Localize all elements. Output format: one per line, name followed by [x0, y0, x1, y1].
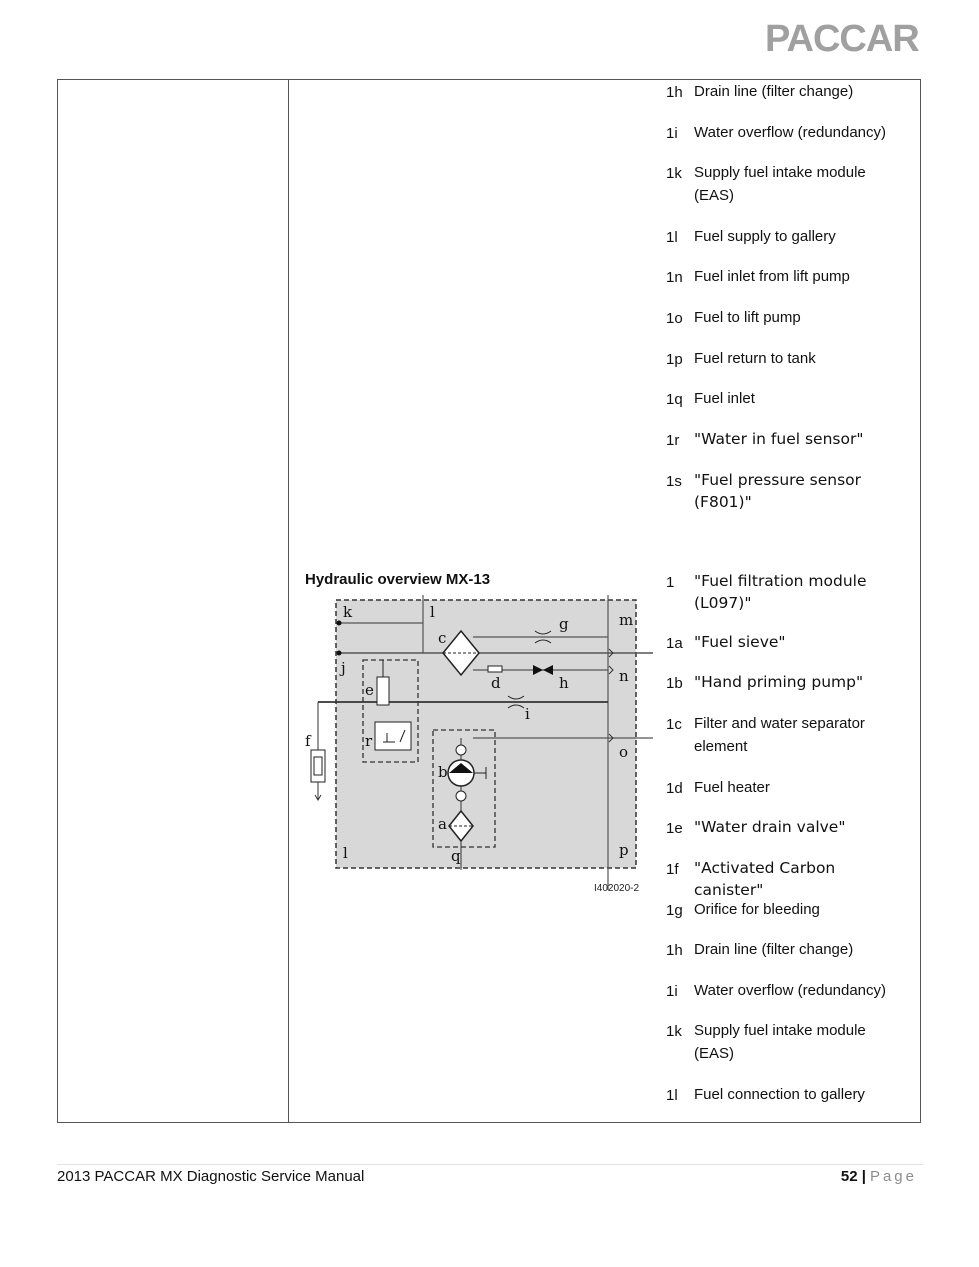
diagram-label: a — [438, 815, 447, 833]
diagram-label: b — [438, 763, 448, 781]
page-indicator — [841, 1168, 917, 1185]
diagram-label: g — [559, 615, 569, 633]
diagram-caption: Hydraulic overview MX-13 — [305, 571, 491, 588]
page-word: Page — [869, 1168, 917, 1185]
paccar-logo — [765, 18, 925, 58]
hydraulic-diagram — [303, 595, 653, 895]
diagram-label: o — [619, 743, 629, 761]
page-number: 52 | — [840, 1168, 866, 1185]
footer-divider — [57, 1164, 923, 1165]
diagram-label: j — [341, 659, 346, 677]
diagram-label: r — [365, 732, 373, 750]
diagram-label: f — [305, 732, 311, 750]
diagram-label: h — [559, 674, 569, 692]
diagram-label: i — [525, 705, 530, 723]
diagram-label: p — [619, 841, 629, 859]
diagram-label: n — [619, 667, 629, 685]
diagram-label: d — [491, 674, 501, 692]
diagram-label: m — [619, 611, 634, 629]
diagram-label: k — [343, 603, 353, 621]
diagram-label: e — [365, 681, 374, 699]
diagram-label: l — [343, 844, 348, 862]
table-column-divider — [288, 79, 289, 1123]
diagram-label: q — [451, 847, 461, 865]
manual-title: 2013 PACCAR MX Diagnostic Service Manual — [57, 1168, 365, 1185]
figure-id: I402020-2 — [594, 883, 640, 894]
diagram-label: c — [438, 629, 447, 647]
diagram-label: l — [430, 603, 435, 621]
logo-text: PACCAR — [765, 18, 919, 58]
